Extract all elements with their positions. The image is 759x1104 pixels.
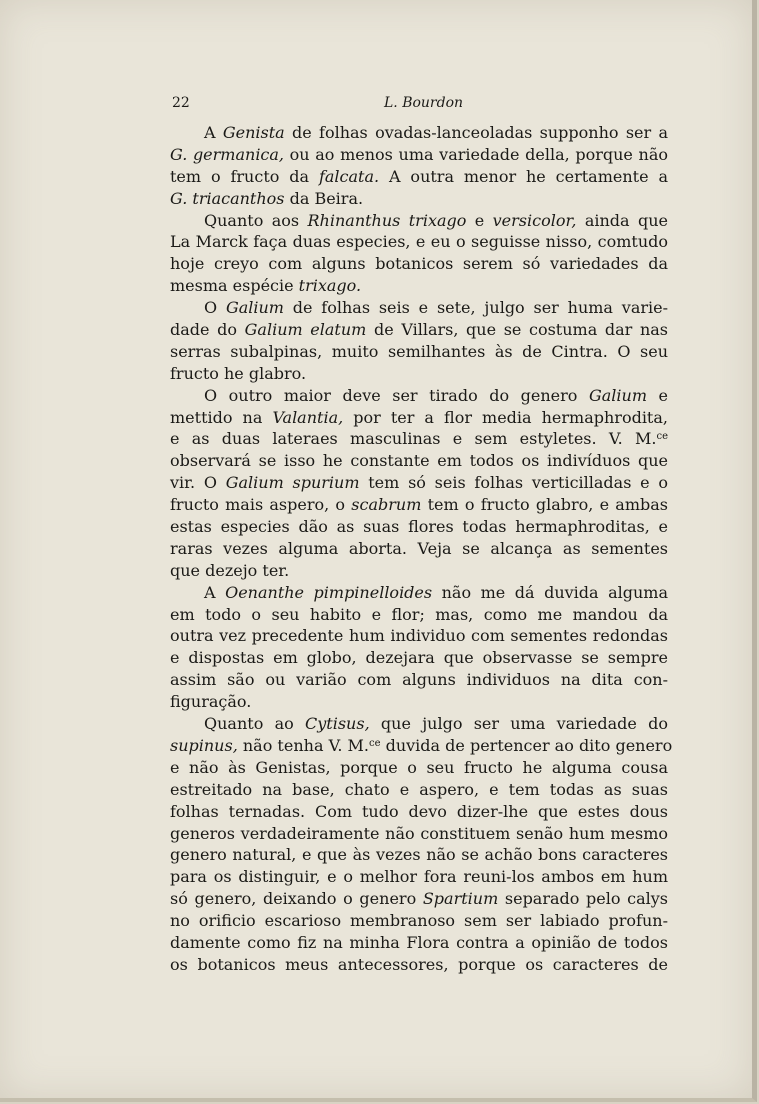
text-run: mesma espécie: [170, 276, 299, 296]
italic-term: G. germanica,: [170, 144, 285, 164]
text-line: [170, 954, 668, 976]
text-run: O: [204, 298, 226, 318]
text-line: [170, 166, 668, 188]
body-text: [170, 122, 673, 976]
italic-term: G. triacanthos: [170, 188, 285, 208]
text-run: O outro maior deve ser tirado do genero: [204, 385, 589, 405]
italic-term: Galium: [225, 298, 284, 318]
text-run: fructo mais aspero, o: [170, 495, 352, 515]
text-line: [170, 275, 668, 297]
text-run: fructo he glabro.: [170, 363, 307, 383]
text-run: para os distinguir, e o melhor fora reuni-los ambos em hum: [170, 867, 668, 887]
italic-term: trixago.: [298, 276, 362, 296]
text-line: [170, 494, 668, 516]
text-run: que julgo ser uma variedade do: [369, 714, 668, 734]
text-line: [170, 122, 668, 144]
text-line: [170, 779, 668, 801]
text-run: de folhas seis e sete, julgo ser huma varie-: [283, 298, 668, 318]
text-run: em todo o seu habito e flor; mas, como me mandou da: [170, 604, 668, 624]
text-run: dade do: [170, 320, 245, 340]
text-line: [170, 341, 668, 363]
text-line: [170, 735, 673, 757]
text-line: [170, 450, 668, 472]
text-run: figuração.: [170, 692, 252, 712]
text-line: [170, 823, 668, 845]
text-run: Quanto aos: [204, 210, 308, 230]
text-line: [170, 691, 668, 713]
italic-term: scabrum: [351, 495, 422, 515]
text-run: no orificio escarioso membranoso sem ser labiado profun-: [170, 911, 668, 931]
text-run: e as duas lateraes masculinas e sem estyletes. V. M.: [170, 429, 657, 449]
text-line: [170, 625, 668, 647]
text-line: [170, 319, 668, 341]
text-line: [170, 866, 668, 888]
text-run: ou ao menos uma variedade della, porque não: [284, 144, 668, 164]
text-line: [170, 604, 668, 626]
text-run: da Beira.: [284, 188, 364, 208]
text-line: [170, 910, 668, 932]
text-run: de folhas ovadas-lanceoladas supponho ser a: [284, 123, 668, 142]
italic-term: Valantia,: [272, 407, 344, 427]
italic-term: Cytisus,: [305, 714, 370, 734]
text-line: [170, 516, 668, 538]
text-run: os botanicos meus antecessores, porque os caracteres de: [170, 954, 668, 974]
text-line: [170, 888, 668, 910]
italic-term: falcata.: [318, 166, 380, 186]
text-line: [170, 669, 668, 691]
text-run: hoje creyo com alguns botanicos serem só variedades da: [170, 254, 668, 274]
text-run: observará se isso he constante em todos os indivíduos que: [170, 451, 668, 471]
italic-term: Oenanthe pimpinelloides: [225, 582, 433, 602]
text-line: [170, 538, 668, 560]
text-line: [170, 297, 668, 319]
italic-term: versicolor,: [492, 210, 577, 230]
text-line: [170, 844, 668, 866]
text-line: [170, 932, 668, 954]
text-line: [170, 582, 668, 604]
text-run: não me dá duvida alguma: [432, 582, 669, 602]
text-run: La Marck faça duas especies, e eu o seguisse nisso, comtudo: [170, 232, 668, 252]
text-run: Quanto ao: [204, 714, 306, 734]
text-line: [170, 407, 668, 429]
text-run: e: [647, 385, 669, 405]
text-line: [170, 253, 668, 275]
text-run: folhas ternadas. Com tudo devo dizer-lhe que estes dous: [170, 801, 668, 821]
text-run: mettido na: [170, 407, 273, 427]
text-run: de Villars, que se costuma dar nas: [366, 320, 669, 340]
text-run: estreitado na base, chato e aspero, e tem todas as suas: [170, 779, 668, 799]
text-run: e dispostas em globo, dezejara que observasse se sempre: [170, 648, 668, 668]
italic-term: Spartium: [422, 889, 499, 909]
text-run: raras vezes alguma aborta. Veja se alcança as sementes: [170, 538, 668, 558]
text-line: [170, 560, 668, 582]
text-run: duvida de pertencer ao dito genero: [380, 735, 673, 755]
text-line: [170, 210, 668, 232]
text-run: generos verdadeiramente não constituem senão hum mesmo: [170, 823, 668, 843]
text-run: A outra menor he certamente a: [379, 166, 668, 186]
page-number: 22: [172, 95, 190, 111]
text-run: assim são ou varião com alguns individuos na dita con-: [170, 670, 668, 690]
running-head: L. Bourdon: [384, 95, 464, 111]
text-run: genero natural, e que às vezes não se achão bons caracteres: [170, 845, 668, 865]
text-run: ainda que: [576, 210, 668, 230]
text-run: não tenha V. M.: [237, 735, 369, 755]
text-line: [170, 713, 668, 735]
text-run: damente como fiz na minha Flora contra a opinião de todos: [170, 932, 668, 952]
text-run: que dezejo ter.: [170, 560, 290, 580]
text-run: tem o fructo da: [170, 166, 319, 186]
page-header: [172, 95, 668, 117]
italic-term: Galium elatum: [244, 320, 367, 340]
italic-term: Galium: [588, 385, 647, 405]
text-run: tem o fructo glabro, e ambas: [421, 495, 668, 515]
text-run: A: [204, 582, 226, 602]
italic-term: Genista: [222, 123, 285, 142]
text-run: por ter a flor media hermaphrodita,: [343, 407, 668, 427]
text-line: [170, 144, 668, 166]
text-line: [170, 188, 668, 210]
text-run: vir. O: [170, 473, 226, 493]
text-line: [170, 385, 668, 407]
italic-term: Rhinanthus trixago: [307, 210, 467, 230]
italic-term: Galium spurium: [225, 473, 360, 493]
text-run: só genero, deixando o genero: [170, 889, 423, 909]
text-run: e não às Genistas, porque o seu fructo he alguma cousa: [170, 757, 668, 777]
text-line: [170, 472, 668, 494]
text-run: estas especies dão as suas flores todas hermaphroditas, e: [170, 517, 668, 537]
text-line: [170, 428, 668, 450]
superscript: ce: [656, 431, 668, 443]
text-line: [170, 363, 668, 385]
text-line: [170, 801, 668, 823]
text-run: e: [466, 210, 493, 230]
text-line: [170, 647, 668, 669]
italic-term: supinus,: [170, 735, 238, 755]
text-run: outra vez precedente hum individuo com sementes redondas: [170, 626, 668, 646]
text-run: tem só seis folhas verticilladas e o: [359, 473, 668, 493]
text-line: [170, 757, 668, 779]
text-run: serras subalpinas, muito semilhantes às de Cintra. O seu: [170, 341, 668, 361]
text-run: A: [204, 123, 223, 142]
superscript: ce: [368, 737, 381, 749]
text-run: separado pelo calys: [498, 889, 668, 909]
text-line: [170, 231, 668, 253]
